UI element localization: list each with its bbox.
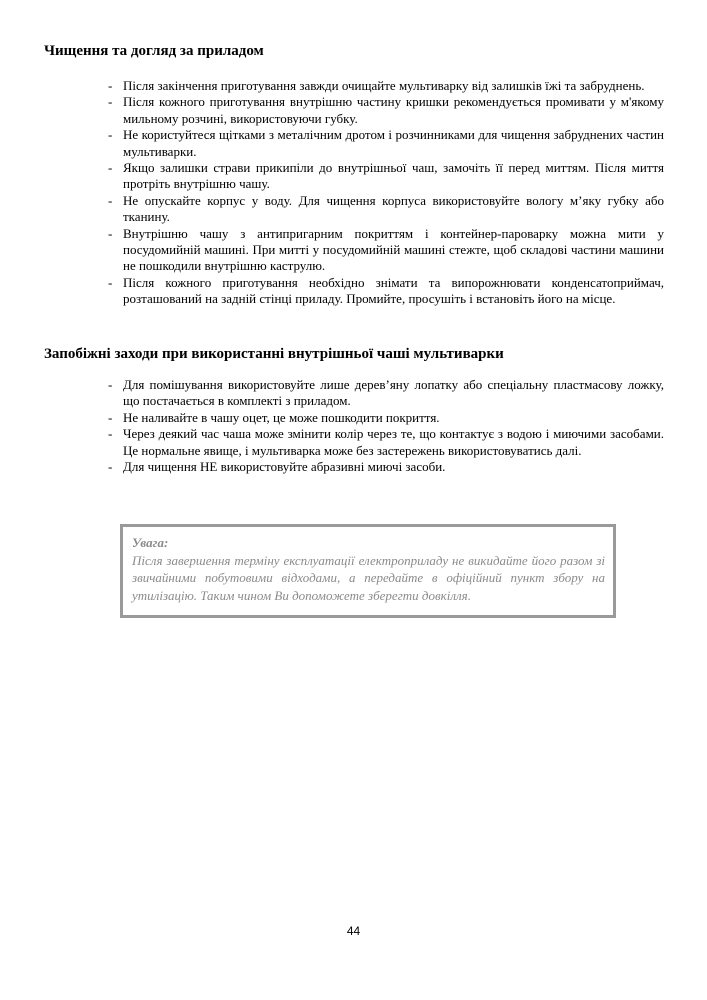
bullet-dash: - <box>108 192 113 208</box>
list-item <box>108 426 664 459</box>
bullet-dash: - <box>108 160 113 176</box>
section-title-precautions: Запобіжні заходи при використанні внутрішньої чаші мультиварки <box>44 346 504 362</box>
precautions-list <box>108 377 664 475</box>
list-item-text: Не наливайте в чашу оцет, це може пошкодити покриття. <box>123 409 440 425</box>
bullet-dash: - <box>108 94 113 110</box>
list-item <box>108 410 664 426</box>
bullet-dash: - <box>108 426 113 442</box>
list-item <box>108 94 664 127</box>
list-item-text: Для чищення НЕ використовуйте абразивні миючі засоби. <box>123 459 446 475</box>
section-title-cleaning: Чищення та догляд за приладом <box>44 43 264 59</box>
list-item <box>108 226 664 275</box>
bullet-dash: - <box>108 274 113 290</box>
list-item-text: Не користуйтеся щітками з металічним дротом і розчинниками для чищення забруднених частин мультиварки. <box>123 127 664 159</box>
page-number: 44 <box>346 924 361 938</box>
list-item-text: Для помішування використовуйте лише дерев’яну лопатку або спеціальну пластмасову ложку, що постачається в комплекті з приладом. <box>123 377 664 409</box>
bullet-dash: - <box>108 459 113 475</box>
list-item <box>108 377 664 410</box>
note-title: Увага: <box>132 535 169 550</box>
list-item-text: Якщо залишки страви прикипіли до внутрішньої чаш, замочіть її перед миттям. Після миття протріть внутрішню чашу. <box>123 160 664 192</box>
list-item-text: Після закінчення приготування завжди очищайте мультиварку від залишків їжі та забруднень. <box>123 78 645 93</box>
list-item <box>108 160 664 193</box>
list-item-text: Після кожного приготування необхідно знімати та випорожнювати конденсатоприймач, розташований на задній стінці приладу. Промийте, просушіть і встановіть його на місце. <box>123 274 664 307</box>
bullet-dash: - <box>108 127 113 143</box>
list-item <box>108 78 664 94</box>
bullet-dash: - <box>108 78 113 93</box>
note-text: Після завершення терміну експлуатації електроприладу не викидайте його разом зі звичайними побутовими відходами, а передайте в офіційний пункт збору на утилізацію. Таким чином Ви допоможете зберегти довкілля. <box>132 552 605 603</box>
warning-note-box <box>120 524 616 618</box>
bullet-dash: - <box>108 225 113 241</box>
list-item <box>108 275 664 308</box>
list-item <box>108 459 664 475</box>
list-item <box>108 193 664 226</box>
cleaning-instructions-list <box>108 78 664 308</box>
list-item-text: Не опускайте корпус у воду. Для чищення корпуса використовуйте вологу м’яку губку або тканину. <box>123 192 664 225</box>
list-item-text: Внутрішню чашу з антипригарним покриттям і контейнер-пароварку можна мити у посудомийній машині. При митті у посудомийній машині стежте, щоб складові частини машини не пошкодили внутрішню каструлю. <box>123 225 664 274</box>
bullet-dash: - <box>108 377 113 392</box>
list-item <box>108 127 664 160</box>
list-item-text: Після кожного приготування внутрішню частину кришки рекомендується промивати у м'якому мильному розчині, використовуючи губку. <box>123 94 664 126</box>
list-item-text: Через деякий час чаша може змінити колір через те, що контактує з водою і миючими засобами. Це нормальне явище, і мультиварка може без застережень використовуватись далі. <box>123 426 664 458</box>
bullet-dash: - <box>108 409 113 425</box>
